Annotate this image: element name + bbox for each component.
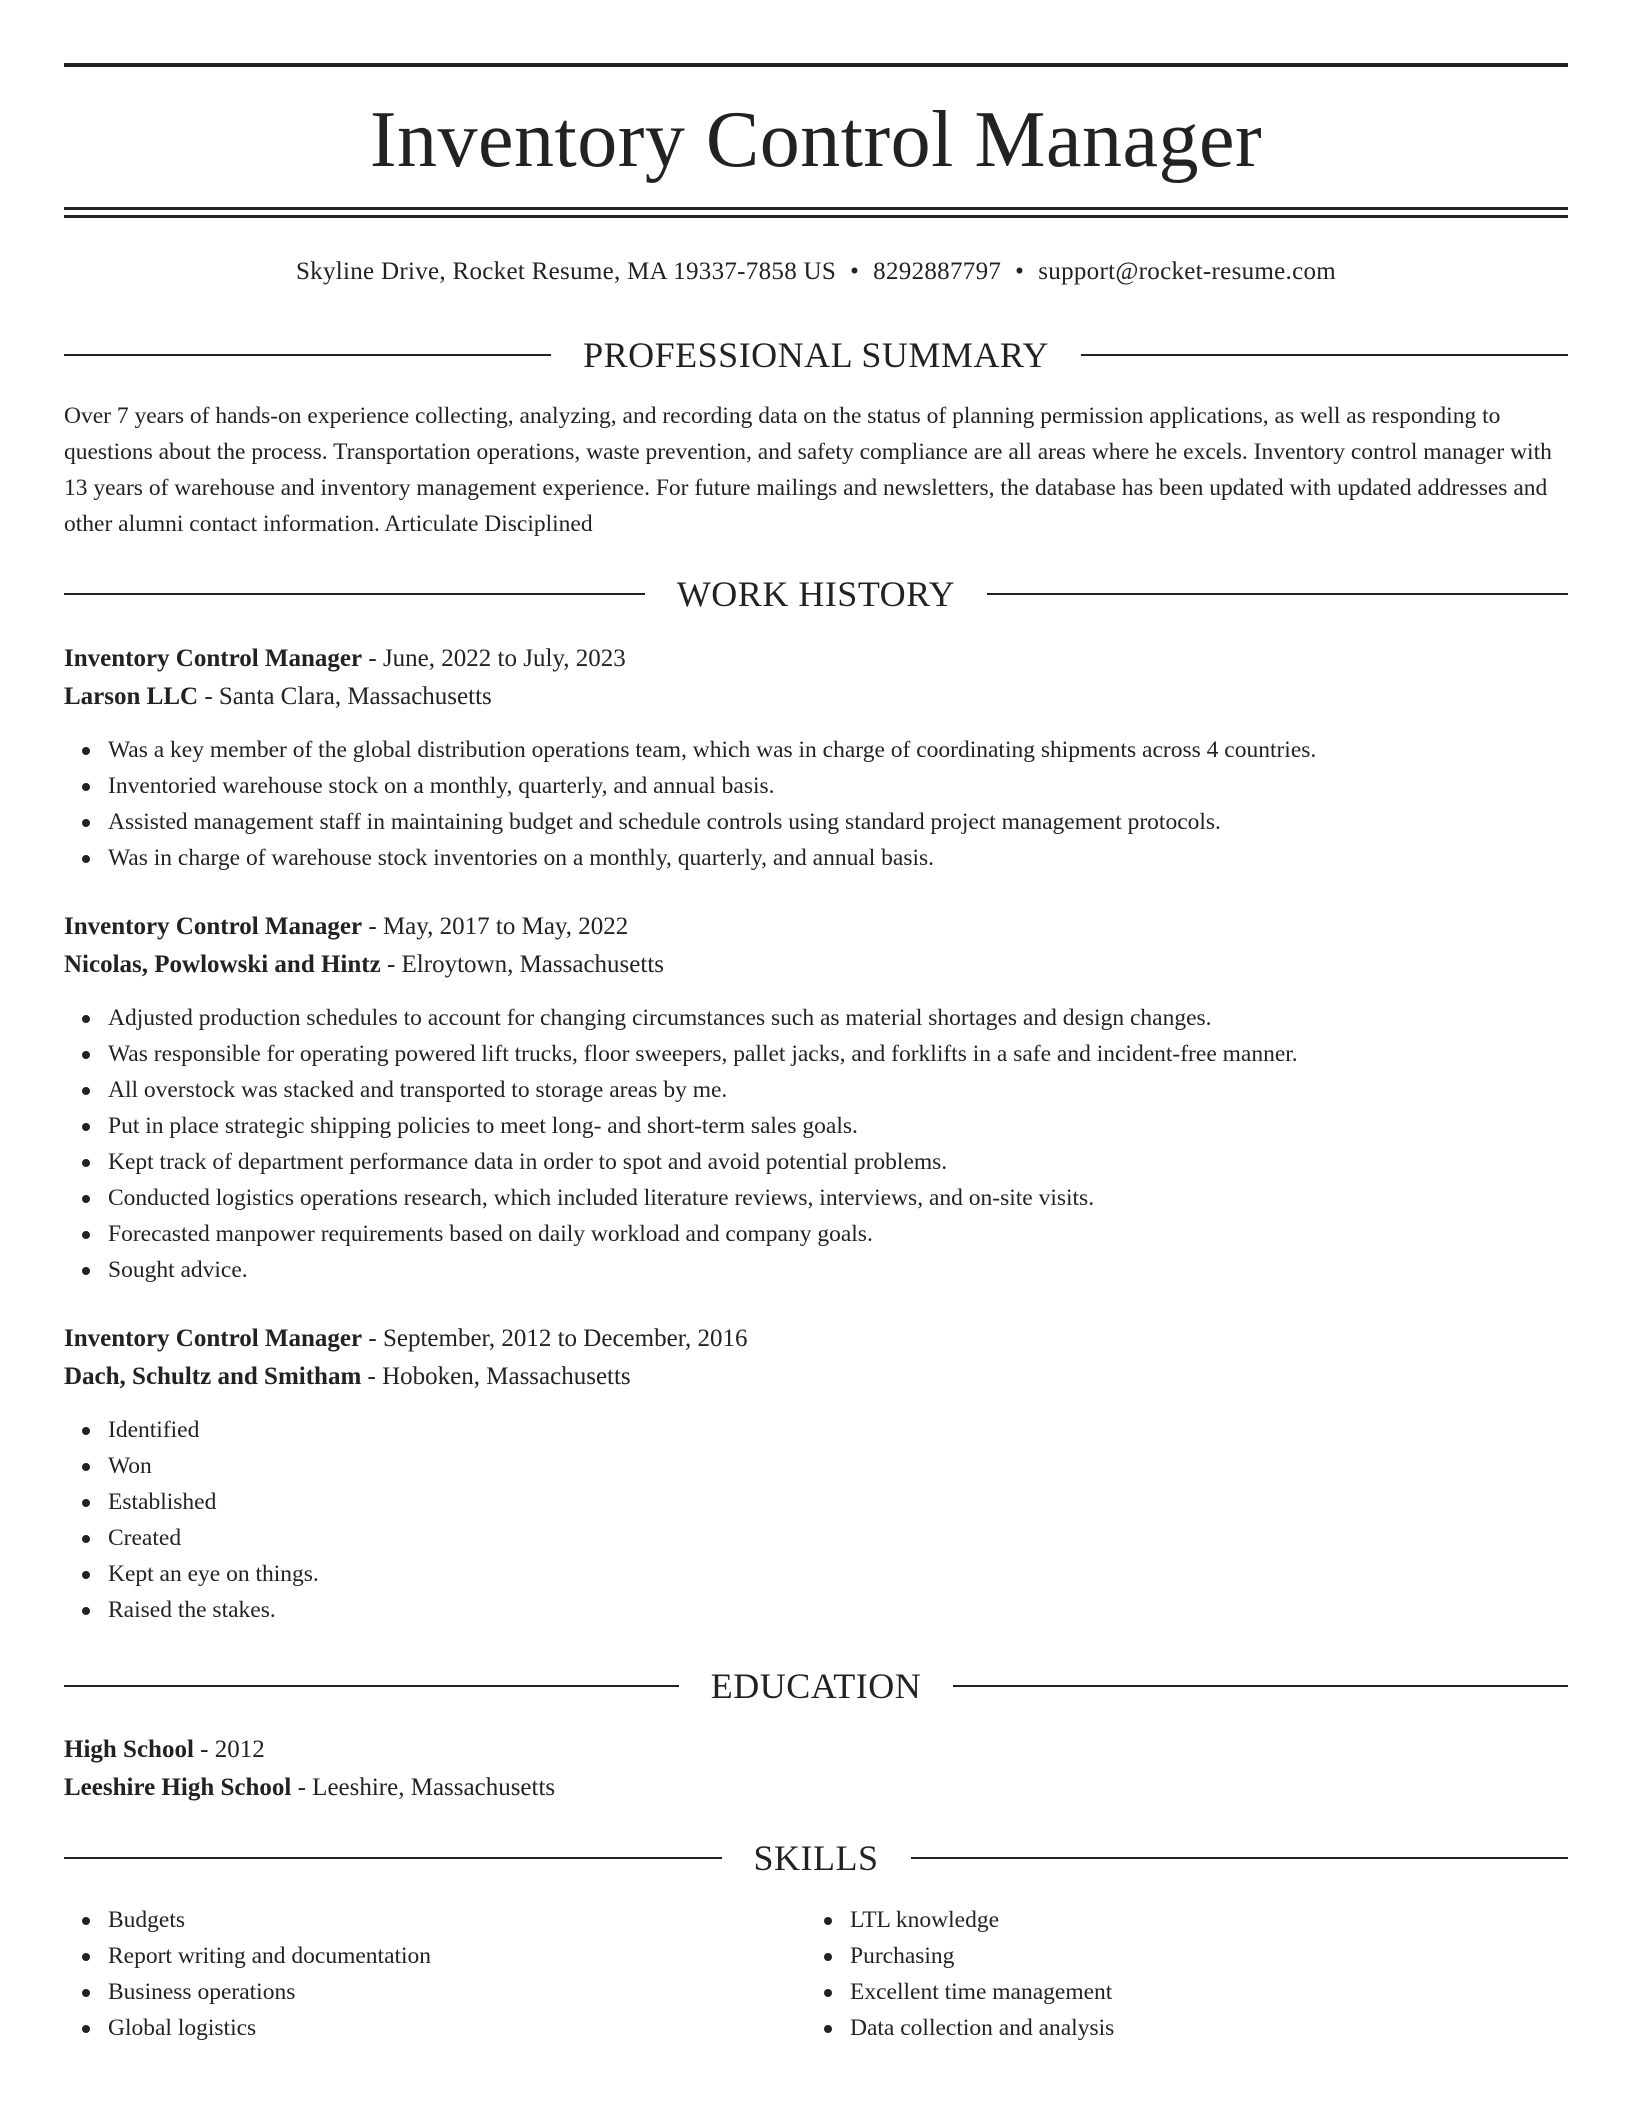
- job-title: Inventory Control Manager: [64, 1325, 363, 1352]
- contact-separator: •: [850, 258, 860, 285]
- heading-rule-right: [911, 1857, 1569, 1859]
- list-item: All overstock was stacked and transported to storage areas by me.: [64, 1072, 1568, 1108]
- section-heading-education: [64, 1666, 1568, 1706]
- job-dates: - June, 2022 to July, 2023: [362, 645, 626, 672]
- job-company: Larson LLC: [64, 683, 199, 710]
- section-heading-work-history: [64, 574, 1568, 614]
- list-item: Excellent time management: [806, 1974, 1548, 2010]
- skills-list-right: [806, 1902, 1548, 2046]
- job-title-line: [64, 908, 1568, 946]
- heading-rule-left: [64, 354, 551, 356]
- list-item: Sought advice.: [64, 1252, 1568, 1288]
- heading-rule-right: [1081, 354, 1568, 356]
- contact-email: support@rocket-resume.com: [1038, 258, 1337, 285]
- skills-list-left: [64, 1902, 806, 2046]
- job-company-line: [64, 946, 1568, 984]
- header-double-rule-top: [64, 207, 1568, 210]
- contact-separator: •: [1015, 258, 1025, 285]
- contact-line: [64, 255, 1568, 289]
- list-item: Kept an eye on things.: [64, 1556, 1568, 1592]
- heading-rule-left: [64, 1685, 679, 1687]
- education-entry: [64, 1731, 1568, 1807]
- education-school: Leeshire High School: [64, 1774, 292, 1801]
- job-title: Inventory Control Manager: [64, 913, 363, 940]
- section-title: WORK HISTORY: [676, 574, 956, 614]
- job-company-line: [64, 1358, 1568, 1396]
- list-item: Report writing and documentation: [64, 1938, 806, 1974]
- section-heading-skills: [64, 1838, 1568, 1878]
- list-item: Created: [64, 1520, 1568, 1556]
- education-degree: High School: [64, 1736, 194, 1763]
- heading-rule-left: [64, 1857, 722, 1859]
- job-company: Dach, Schultz and Smitham: [64, 1363, 362, 1390]
- job-location: - Hoboken, Massachusetts: [361, 1363, 631, 1390]
- resume-name: Inventory Control Manager: [369, 96, 1263, 184]
- education-year: - 2012: [193, 1736, 265, 1763]
- list-item: Established: [64, 1484, 1568, 1520]
- section-title: PROFESSIONAL SUMMARY: [583, 335, 1049, 375]
- education-location: - Leeshire, Massachusetts: [291, 1774, 556, 1801]
- list-item: Kept track of department performance data in order to spot and avoid potential problems.: [64, 1144, 1568, 1180]
- list-item: Adjusted production schedules to account for changing circumstances such as material shortages and design changes.: [64, 1000, 1568, 1036]
- heading-rule-right: [953, 1685, 1568, 1687]
- job-entry: [64, 908, 1568, 1288]
- job-bullets: [64, 732, 1568, 876]
- heading-rule-left: [64, 593, 645, 595]
- education-degree-line: [64, 1731, 1568, 1769]
- list-item: Raised the stakes.: [64, 1592, 1568, 1628]
- section-heading-summary: [64, 335, 1568, 375]
- section-title: EDUCATION: [710, 1666, 922, 1706]
- list-item: Purchasing: [806, 1938, 1548, 1974]
- list-item: Was in charge of warehouse stock inventories on a monthly, quarterly, and annual basis.: [64, 840, 1568, 876]
- list-item: Was responsible for operating powered lift trucks, floor sweepers, pallet jacks, and forklifts in a safe and incident-free manner.: [64, 1036, 1568, 1072]
- job-bullets: [64, 1000, 1568, 1288]
- list-item: Forecasted manpower requirements based on daily workload and company goals.: [64, 1216, 1568, 1252]
- header-top-rule: [64, 63, 1568, 67]
- list-item: Put in place strategic shipping policies to meet long- and short-term sales goals.: [64, 1108, 1568, 1144]
- list-item: Business operations: [64, 1974, 806, 2010]
- job-bullets: [64, 1412, 1568, 1628]
- job-entry: [64, 640, 1568, 876]
- list-item: Identified: [64, 1412, 1568, 1448]
- header-double-rule-bottom: [64, 215, 1568, 218]
- list-item: LTL knowledge: [806, 1902, 1548, 1938]
- job-dates: - September, 2012 to December, 2016: [362, 1325, 748, 1352]
- list-item: Conducted logistics operations research, which included literature reviews, interviews, and on-site visits.: [64, 1180, 1568, 1216]
- summary-text: Over 7 years of hands-on experience collecting, analyzing, and recording data on the status of planning permission applications, as well as responding to questions about the process. Transportation operations, waste prevention, and safety compliance are all areas where he excels. Inventory control manager with 13 years of warehouse and inventory management experience. For future mailings and newsletters, the database has been updated with updated addresses and other alumni contact information. Articulate Disciplined: [64, 403, 1552, 537]
- education-school-line: [64, 1769, 1568, 1807]
- job-dates: - May, 2017 to May, 2022: [362, 913, 629, 940]
- list-item: Was a key member of the global distribution operations team, which was in charge of coordinating shipments across 4 countries.: [64, 732, 1568, 768]
- list-item: Won: [64, 1448, 1568, 1484]
- job-location: - Santa Clara, Massachusetts: [198, 683, 492, 710]
- job-company: Nicolas, Powlowski and Hintz: [64, 951, 381, 978]
- job-title: Inventory Control Manager: [64, 645, 363, 672]
- list-item: Data collection and analysis: [806, 2010, 1548, 2046]
- job-entry: [64, 1320, 1568, 1628]
- job-title-line: [64, 640, 1568, 678]
- heading-rule-right: [987, 593, 1568, 595]
- job-company-line: [64, 678, 1568, 716]
- list-item: Global logistics: [64, 2010, 806, 2046]
- section-title: SKILLS: [753, 1838, 879, 1878]
- contact-address: Skyline Drive, Rocket Resume, MA 19337-7858 US: [295, 258, 837, 285]
- list-item: Assisted management staff in maintaining budget and schedule controls using standard project management protocols.: [64, 804, 1568, 840]
- skills-columns: [64, 1902, 1568, 2046]
- contact-phone: 8292887797: [873, 258, 1002, 285]
- list-item: Budgets: [64, 1902, 806, 1938]
- list-item: Inventoried warehouse stock on a monthly, quarterly, and annual basis.: [64, 768, 1568, 804]
- job-location: - Elroytown, Massachusetts: [380, 951, 664, 978]
- job-title-line: [64, 1320, 1568, 1358]
